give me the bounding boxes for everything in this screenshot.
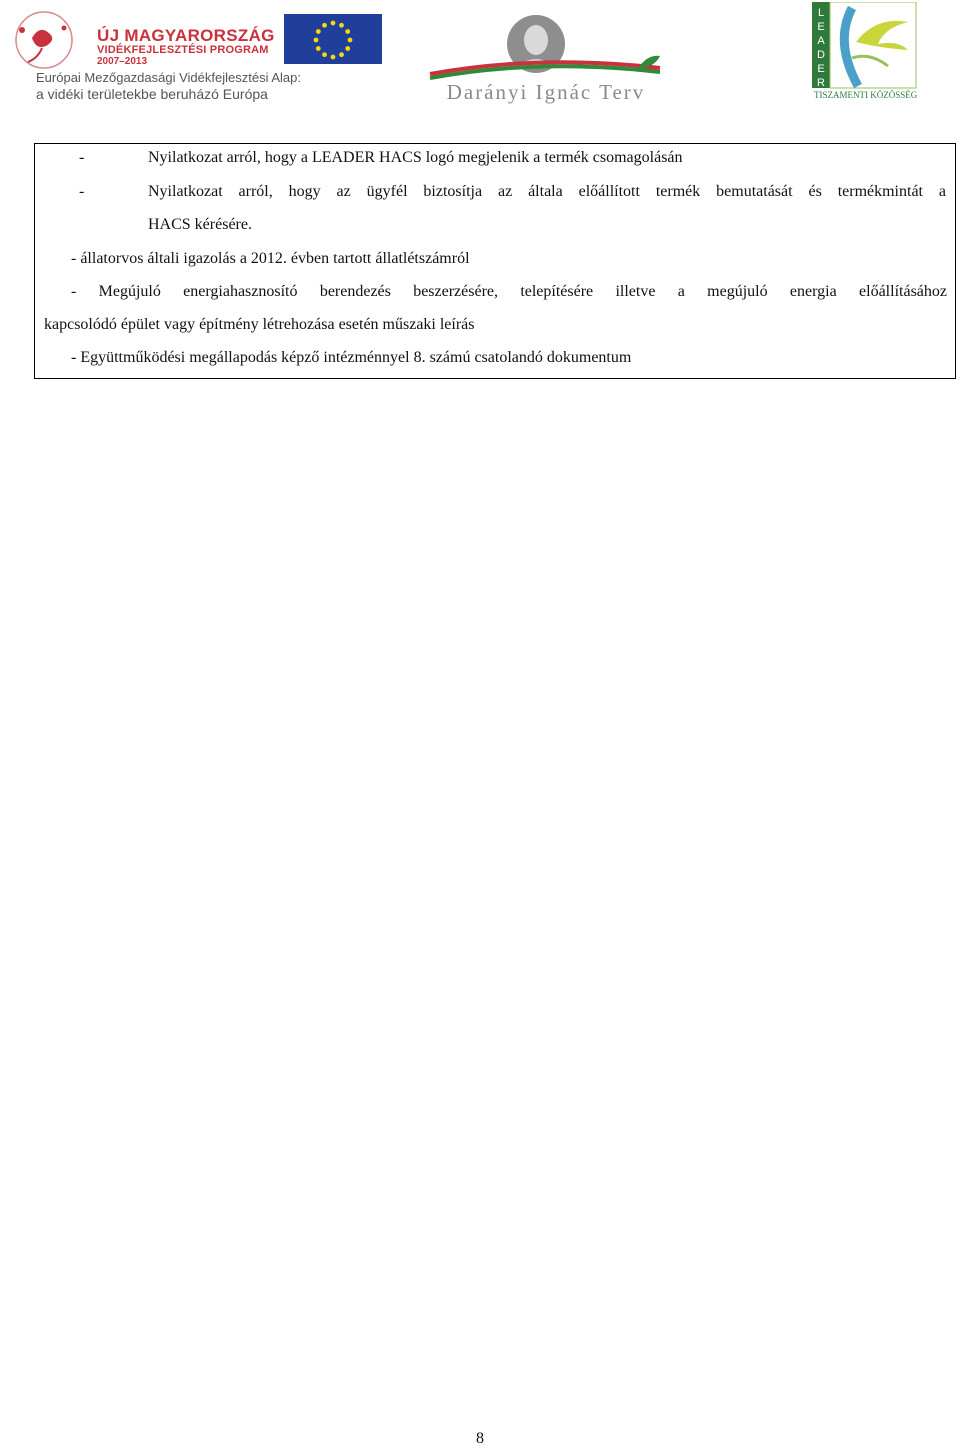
- daranyi-text: Darányi Ignác Terv: [446, 80, 646, 104]
- rose-emblem-icon: [2, 8, 92, 70]
- program-years: 2007–2013: [97, 56, 148, 67]
- list-item-dash: -: [79, 149, 85, 166]
- page-number: 8: [476, 1430, 484, 1447]
- list-item: - Együttműködési megállapodás képző intézménnyel 8. számú csatolandó dokumentum: [71, 349, 632, 366]
- list-item-continuation: kapcsolódó épület vagy építmény létrehozása esetén műszaki leírás: [44, 316, 475, 333]
- leader-tiszamenti-logo: [812, 2, 918, 102]
- leader-vertical-text: LEADER: [817, 7, 825, 89]
- leader-bottom-text: TISZAMENTI KÖZÖSSÉG: [814, 90, 918, 100]
- list-item: - Megújuló energiahasznosító berendezés beszerzésére, telepítésére illetve a megújuló energia előállításához: [71, 283, 947, 300]
- list-item: Nyilatkozat arról, hogy az ügyfél biztosítja az általa előállított termék bemutatását és termékmintát a: [148, 183, 946, 200]
- program-subtitle: VIDÉKFEJLESZTÉSI PROGRAM: [97, 44, 269, 56]
- list-item: Nyilatkozat arról, hogy a LEADER HACS logó megjelenik a termék csomagolásán: [148, 149, 683, 166]
- leader-bird-icon: [812, 2, 918, 90]
- portrait-ribbon-icon: [428, 10, 668, 80]
- fund-line-2: a vidéki területekbe beruházó Európa: [36, 86, 268, 102]
- eu-flag-logo: [284, 14, 382, 64]
- program-title: ÚJ MAGYARORSZÁG: [97, 26, 275, 45]
- daranyi-ignac-terv-logo: [428, 10, 668, 102]
- attachment-list-box: [34, 143, 956, 379]
- list-item-dash: -: [79, 183, 85, 200]
- list-item-continuation: HACS kérésére.: [148, 216, 252, 233]
- eu-flag-icon: [284, 14, 382, 64]
- list-item: - állatorvos általi igazolás a 2012. évben tartott állatlétszámról: [71, 250, 470, 267]
- page-header: [0, 0, 960, 110]
- fund-line-1: Európai Mezőgazdasági Vidékfejlesztési Alap:: [36, 70, 301, 85]
